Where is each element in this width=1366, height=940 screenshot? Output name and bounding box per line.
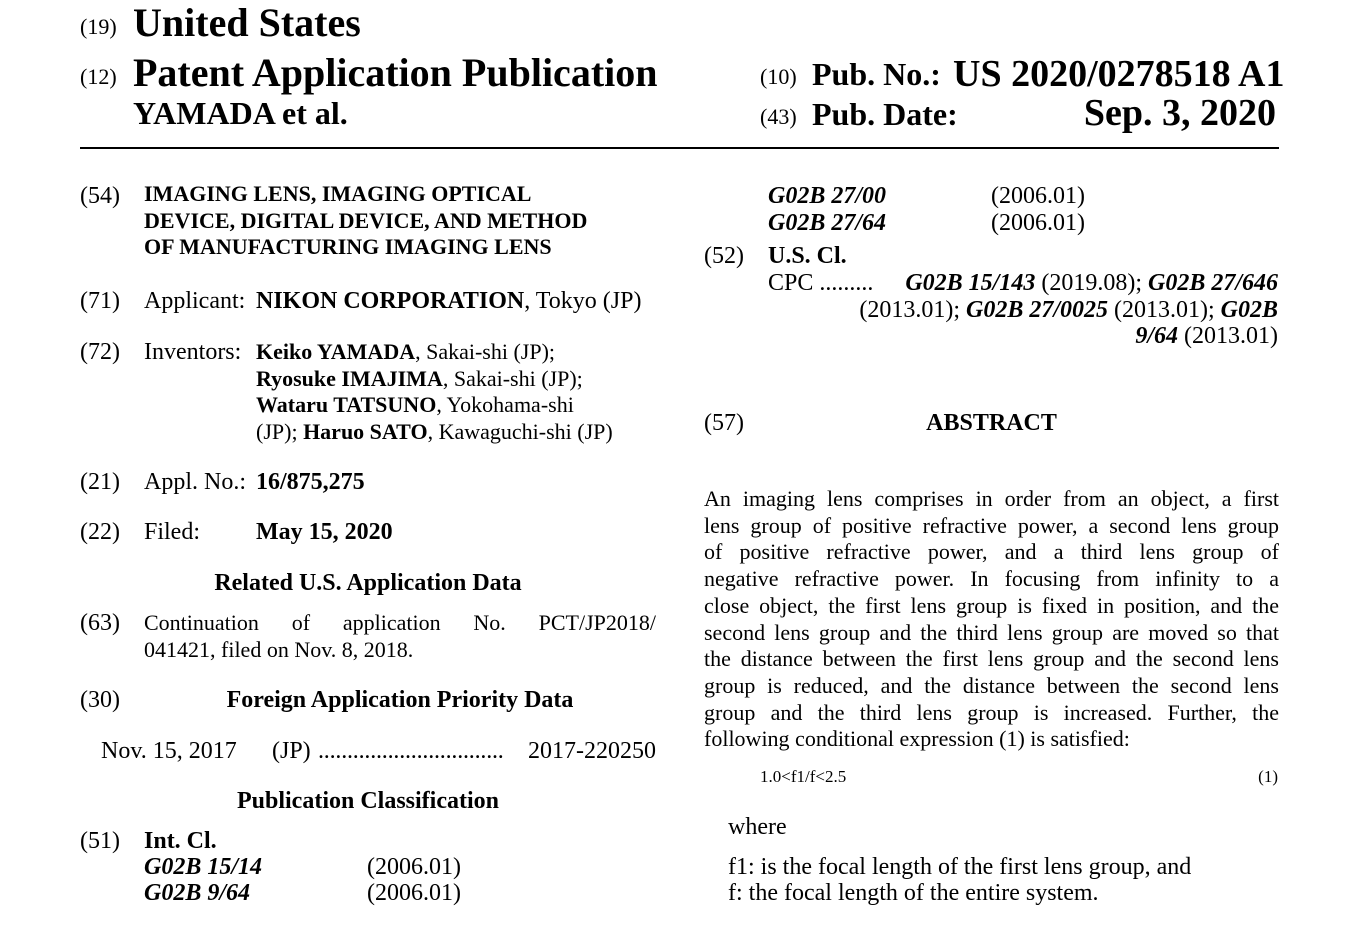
patent-title (144, 181, 587, 261)
definition: f: the focal length of the entire system. (728, 880, 1099, 906)
inventor-location: , Kawaguchi-shi (JP) (427, 418, 613, 444)
formula-number: (1) (1258, 767, 1278, 786)
inventor-location: , Sakai-shi (JP); (442, 365, 583, 391)
title-line: DEVICE, DIGITAL DEVICE, AND METHOD (144, 207, 588, 233)
foreign-number: 2017-220250 (528, 738, 656, 764)
applicant-location: , Tokyo (JP) (524, 288, 642, 314)
inventors-list (256, 339, 613, 445)
abstract-line: An imaging lens comprises in order from an object, a first (704, 486, 1279, 511)
where-label: where (728, 814, 787, 840)
cpc-version: (2019.08); (1035, 270, 1148, 296)
cpc-class: G02B 15/143 (905, 270, 1036, 296)
foreign-country: (JP) (272, 738, 311, 764)
pubclass-heading: Publication Classification (236, 788, 500, 814)
foreign-heading: Foreign Application Priority Data (226, 687, 574, 713)
inventors-code: (72) (80, 339, 120, 365)
abstract-heading: ABSTRACT (926, 410, 1057, 436)
cpc-class: G02B (1220, 297, 1278, 323)
related-heading: Related U.S. Application Data (214, 570, 522, 596)
inventor-name: Wataru TATSUNO (256, 392, 437, 418)
inventor-name: Haruo SATO (303, 418, 428, 444)
intcl-version: (2006.01) (367, 880, 461, 906)
abstract-code: (57) (704, 410, 744, 436)
abstract-line: following conditional expression (1) is satisfied: (704, 726, 1130, 752)
abstract-line: lens group of positive refractive power, a second lens group (704, 512, 1279, 538)
intcl-class: G02B 9/64 (144, 880, 251, 906)
definition: f1: is the focal length of the first lens group, and (728, 854, 1192, 880)
country-name: United States (133, 0, 361, 45)
pubno-value: US 2020/0278518 A1 (953, 53, 1285, 95)
title-code: (54) (80, 183, 120, 209)
inventor-short: YAMADA et al. (133, 95, 348, 131)
uscl-label: U.S. Cl. (768, 243, 847, 269)
inventors-label: Inventors: (144, 339, 242, 365)
pubdate-code: (43) (760, 104, 797, 129)
cpc-label: CPC ......... (768, 270, 874, 296)
publication-kind: Patent Application Publication (133, 50, 658, 95)
abstract-line: group is reduced, and the distance between the second lens (704, 672, 1279, 698)
inventor-location: , Sakai-shi (JP); (415, 339, 556, 364)
cpc-line2 (859, 297, 1278, 324)
title-line: OF MANUFACTURING IMAGING LENS (144, 234, 552, 260)
abstract-text (704, 486, 1279, 753)
cpc-line1 (905, 270, 1278, 297)
pubno-label: Pub. No.: (812, 56, 941, 92)
intcl-label: Int. Cl. (144, 828, 217, 854)
inventor-name: Ryosuke IMAJIMA (256, 365, 443, 391)
filed-label: Filed: (144, 519, 201, 545)
cpc-class: 9/64 (1135, 323, 1179, 349)
appl-label: Appl. No.: (144, 469, 246, 495)
intcl-version: (2006.01) (367, 854, 461, 880)
abstract-line: group and the third lens group is increased. Further, the (704, 699, 1279, 725)
intcl-version: (2006.01) (991, 210, 1085, 236)
abstract-line: close object, the first lens group is fixed in position, and the (704, 592, 1279, 618)
pubdate-label: Pub. Date: (812, 96, 958, 132)
applicant-label: Applicant: (144, 288, 246, 314)
filed-date: May 15, 2020 (256, 519, 393, 545)
intcl-code: (51) (80, 828, 120, 854)
country-code: (19) (80, 14, 117, 39)
kind-code: (12) (80, 64, 117, 89)
intcl-version: (2006.01) (991, 183, 1085, 209)
pubno-code: (10) (760, 64, 797, 89)
abstract-line: of positive refractive power, and a third lens group of (704, 539, 1279, 565)
inventor-location: (JP); (256, 418, 304, 444)
continuation-text (144, 610, 656, 663)
abstract-line: negative refractive power. In focusing from infinity to a (704, 566, 1279, 592)
inventor-location: , Yokohama-shi (436, 392, 574, 418)
applicant-code: (71) (80, 288, 120, 314)
foreign-code: (30) (80, 687, 120, 713)
intcl-class: G02B 15/14 (144, 854, 263, 880)
abstract-line: second lens group and the third lens group are moved so that (704, 619, 1279, 645)
appl-code: (21) (80, 469, 120, 495)
title-line: IMAGING LENS, IMAGING OPTICAL (144, 181, 532, 206)
appl-number: 16/875,275 (256, 469, 365, 495)
foreign-dots: ................................ (318, 738, 504, 764)
continuation-code: (63) (80, 610, 120, 636)
uscl-code: (52) (704, 243, 744, 269)
cpc-version: (2013.01) (1178, 323, 1278, 349)
intcl-class: G02B 27/64 (768, 210, 887, 236)
continuation-line: 041421, filed on Nov. 8, 2018. (144, 636, 414, 662)
foreign-date: Nov. 15, 2017 (101, 738, 237, 764)
filed-code: (22) (80, 519, 120, 545)
header-rule (80, 147, 1279, 149)
inventor-name: Keiko YAMADA (256, 339, 416, 364)
intcl-class: G02B 27/00 (768, 183, 887, 209)
formula: 1.0<f1/f<2.5 (760, 767, 847, 786)
abstract-line: the distance between the first lens group and the second lens (704, 646, 1279, 672)
cpc-version: (2013.01); (1108, 297, 1221, 323)
pubdate-value: Sep. 3, 2020 (1083, 92, 1276, 134)
applicant-name: NIKON CORPORATION (256, 288, 525, 314)
cpc-line3 (1135, 323, 1278, 350)
cpc-class: G02B 27/0025 (965, 297, 1108, 323)
cpc-version: (2013.01); (859, 297, 966, 323)
continuation-line: Continuation of application No. PCT/JP2018/ (144, 610, 656, 635)
cpc-class: G02B 27/646 (1147, 270, 1278, 296)
applicant (256, 288, 641, 315)
